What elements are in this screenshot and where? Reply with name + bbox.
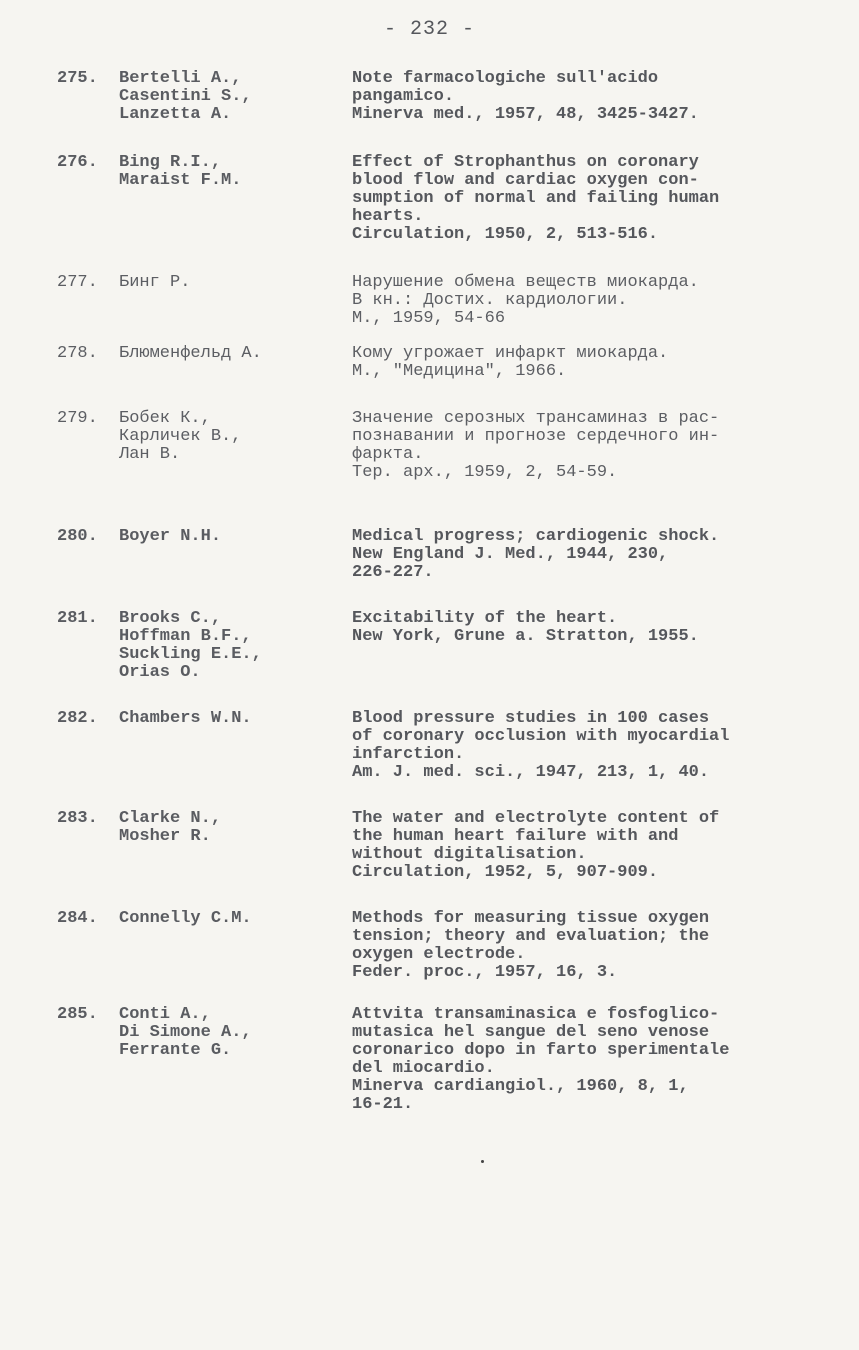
reference-number: 278. — [57, 344, 98, 363]
reference-text: The water and electrolyte content of the human heart failure with and without digitalisation. Circulation, 1952, 5, 907-909. — [352, 809, 720, 882]
reference-text: Кому угрожает инфаркт миокарда. М., "Медицина", 1966. — [352, 344, 669, 381]
reference-number: 276. — [57, 153, 98, 172]
reference-text: Нарушение обмена веществ миокарда. В кн.: Достих. кардиологии. М., 1959, 54-66 — [352, 273, 699, 328]
reference-authors: Bing R.I., Maraist F.M. — [119, 153, 242, 190]
reference-number: 277. — [57, 273, 98, 292]
reference-authors: Бинг Р. — [119, 273, 191, 292]
reference-text: Значение серозных трансаминаз в рас- познавании и прогнозе сердечного ин- фаркта. Тер. арх., 1959, 2, 54-59. — [352, 409, 720, 482]
reference-number: 283. — [57, 809, 98, 828]
reference-number: 285. — [57, 1005, 98, 1024]
reference-text: Note farmacologiche sull'acido pangamico. Minerva med., 1957, 48, 3425-3427. — [352, 69, 699, 124]
reference-number: 279. — [57, 409, 98, 428]
reference-authors: Блюменфельд А. — [119, 344, 262, 363]
page-number: - 232 - — [383, 18, 475, 41]
reference-authors: Conti A., Di Simone A., Ferrante G. — [119, 1005, 252, 1060]
reference-authors: Clarke N., Mosher R. — [119, 809, 222, 846]
reference-text: Attvita transaminasica e fosfoglico- mutasica hel sangue del seno venose coronarico dopo in farto sperimentale del miocardio. Minerva cardiangiol., 1960, 8, 1, 16-21. — [352, 1005, 730, 1114]
reference-authors: Chambers W.N. — [119, 709, 252, 728]
reference-authors: Bertelli A., Casentini S., Lanzetta A. — [119, 69, 252, 124]
reference-number: 282. — [57, 709, 98, 728]
reference-text: Blood pressure studies in 100 cases of coronary occlusion with myocardial infarction. Am. J. med. sci., 1947, 213, 1, 40. — [352, 709, 730, 782]
reference-text: Methods for measuring tissue oxygen tension; theory and evaluation; the oxygen electrode. Feder. proc., 1957, 16, 3. — [352, 909, 710, 982]
reference-authors: Brooks C., Hoffman B.F., Suckling E.E., Orias O. — [119, 609, 262, 682]
reference-text: Effect of Strophanthus on coronary blood flow and cardiac oxygen con- sumption of normal and failing human hearts. Circulation, 1950, 2, 513-516. — [352, 153, 720, 244]
reference-authors: Boyer N.H. — [119, 527, 222, 546]
reference-authors: Бобек К., Карличек В., Лан В. — [119, 409, 242, 464]
reference-number: 275. — [57, 69, 98, 88]
reference-number: 284. — [57, 909, 98, 928]
reference-number: 280. — [57, 527, 98, 546]
stray-dot-mark — [481, 1160, 484, 1163]
reference-number: 281. — [57, 609, 98, 628]
reference-authors: Connelly C.M. — [119, 909, 252, 928]
reference-text: Medical progress; cardiogenic shock. New England J. Med., 1944, 230, 226-227. — [352, 527, 720, 582]
reference-text: Excitability of the heart. New York, Grune a. Stratton, 1955. — [352, 609, 699, 646]
